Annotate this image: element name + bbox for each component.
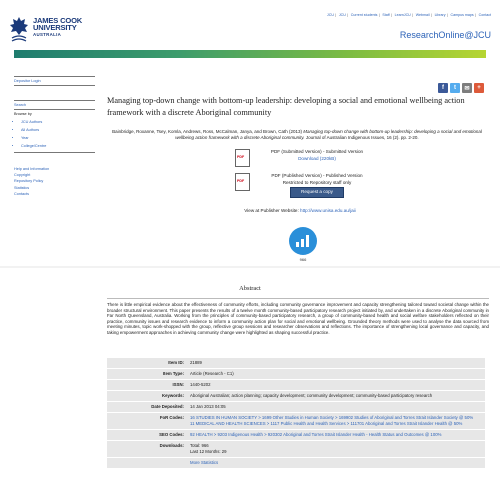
downloads-total: Total: 966 bbox=[190, 443, 209, 448]
for-code-link[interactable]: 11 MEDICAL AND HEALTH SCIENCES > 1117 Public Health and Health Services > 111701 Aboriginal and Torres Strait Islander Health @ 50% bbox=[190, 421, 463, 426]
date-deposited-value: 14 Jan 2013 04:05 bbox=[187, 402, 485, 412]
issn-value: 1440-5202 bbox=[187, 380, 485, 390]
jcu-logo[interactable] bbox=[9, 14, 84, 48]
metadata-table bbox=[107, 357, 485, 469]
item-type-value: Article (Research - C1) bbox=[187, 369, 485, 379]
topnav-current-students[interactable]: Current students bbox=[350, 13, 378, 17]
section-divider bbox=[0, 266, 500, 268]
date-deposited-label: Date Deposited: bbox=[107, 402, 187, 412]
restricted-note: Restricted to Repository staff only bbox=[282, 179, 352, 185]
for-code-link[interactable]: 16 STUDIES IN HUMAN SOCIETY > 1699 Other Studies in Human Society > 169902 Studies of Aboriginal and Torres Strait Islander Society @ 50% bbox=[190, 415, 474, 420]
topnav-campus-maps[interactable]: Campus maps bbox=[450, 13, 474, 17]
publisher-label: View at Publisher Website: bbox=[244, 208, 301, 213]
citation-authors: Bainbridge, Roxanne, Tsey, Komla, Andrews, Ross, McCalman, Janya, and Brown, Cath (2013) bbox=[112, 129, 304, 134]
topnav-learnjcu[interactable]: LearnJCU bbox=[394, 13, 411, 17]
seo-code-link[interactable]: 92 HEALTH > 9203 Indigenous Health > 920302 Aboriginal and Torres Strait Islander Health - Health Status and Outcomes @ 100% bbox=[190, 432, 442, 437]
statistics-link[interactable]: Statistics bbox=[14, 185, 30, 190]
citation bbox=[112, 129, 482, 140]
issn-label: ISSN: bbox=[107, 380, 187, 390]
facebook-icon[interactable]: f bbox=[438, 83, 448, 93]
browse-jcu-authors[interactable]: • JCU Authors bbox=[21, 120, 95, 124]
abstract-divider bbox=[107, 298, 489, 299]
publisher-line bbox=[112, 208, 488, 213]
topnav-jcu-secondary[interactable]: JCU bbox=[338, 13, 346, 17]
publisher-link[interactable]: http://www.unisa.edu.au/jaii bbox=[300, 208, 356, 213]
keywords-value: Aboriginal Australian; action planning; capacity development; community development; community-based participatory research bbox=[187, 391, 485, 401]
top-navigation: JCU | JCU | Current students | Staff | LearnJCU | Webmail | Library | Campus maps | Contact bbox=[326, 13, 491, 17]
repository-policy-link[interactable]: Repository Policy bbox=[14, 179, 44, 184]
document-label: PDF (Submitted Version) - Submitted Version bbox=[270, 149, 364, 154]
downloads-label: Downloads: bbox=[107, 441, 187, 457]
browse-college-centre[interactable]: • College/Centre bbox=[21, 144, 95, 148]
abstract-text: There is little empirical evidence about the effectiveness of community efforts, including community governance improvement and capacity strengthening tailored toward societal change within the broader structural environment. This paper presents the results of a twelve month community-based participatory research project initiated by, and undertaken in a discrete Aboriginal community in Far North Queensland, Australia. Working from the principles of community-based participatory research, a group of community-based health and social welfare stakeholders reflected on their practice, community issues and research evidence to inform a community action plan for social and emotional wellbeing. Grounded theory methods were used to analyse the data sourced from meeting minutes, topic work-shopped with the group, reflective group sessions and researcher observations and reflections. The importance of strengthening local governance and capacity, and taking empowerment approaches in achieving community change were highlighted as shaping successful practice. bbox=[107, 302, 489, 335]
table-row bbox=[107, 358, 485, 368]
citation-title: Managing top-down change with bottom-up leadership: developing a social and emotional wellbeing action framework with a discrete Aboriginal community. bbox=[175, 129, 482, 140]
sidebar bbox=[14, 74, 95, 198]
table-row bbox=[107, 430, 485, 440]
header-color-bar bbox=[14, 50, 486, 58]
document-label: PDF (Published Version) - Published Version bbox=[271, 173, 363, 178]
item-id-value: 21889 bbox=[187, 358, 485, 368]
sidebar-links bbox=[14, 167, 95, 196]
share-buttons bbox=[438, 83, 484, 93]
more-statistics-link[interactable]: More Statistics bbox=[190, 460, 219, 465]
table-row bbox=[107, 369, 485, 379]
downloads-recent: Last 12 Months: 29 bbox=[190, 449, 227, 454]
topnav-contact[interactable]: Contact bbox=[478, 13, 491, 17]
depositor-login-link[interactable]: Depositor Login bbox=[14, 79, 41, 83]
logo-text-line3: AUSTRALIA bbox=[33, 32, 62, 37]
browse-by-heading: Browse by bbox=[14, 112, 32, 116]
table-row bbox=[107, 380, 485, 390]
browse-list bbox=[21, 120, 95, 148]
item-id-label: Item ID: bbox=[107, 358, 187, 368]
jcu-crest-icon bbox=[9, 16, 29, 44]
citation-journal: Journal of Australian Indigenous Issues, 16 (2). pp. 2-20. bbox=[304, 134, 419, 140]
logo-text-line2: UNIVERSITY bbox=[33, 23, 77, 32]
for-codes-label: FoR Codes: bbox=[107, 413, 187, 429]
request-copy-button[interactable]: Request a copy bbox=[290, 187, 344, 198]
pdf-icon[interactable]: PDF bbox=[235, 149, 250, 167]
browse-year[interactable]: • Year bbox=[21, 136, 95, 140]
altmetric-count: 966 bbox=[299, 257, 307, 262]
topnav-staff[interactable]: Staff bbox=[382, 13, 390, 17]
site-brand[interactable]: ResearchOnline@JCU bbox=[399, 30, 491, 40]
copyright-link[interactable]: Copyright bbox=[14, 173, 31, 178]
topnav-webmail[interactable]: Webmail bbox=[415, 13, 430, 17]
add-icon[interactable]: + bbox=[474, 83, 484, 93]
email-icon[interactable]: ✉ bbox=[462, 83, 472, 93]
twitter-icon[interactable]: t bbox=[450, 83, 460, 93]
seo-codes-label: SEO Codes: bbox=[107, 430, 187, 440]
table-row bbox=[107, 413, 485, 429]
browse-all-authors[interactable]: • All Authors bbox=[21, 128, 95, 132]
help-link[interactable]: Help and Information bbox=[14, 167, 50, 171]
table-row bbox=[107, 402, 485, 412]
table-row bbox=[107, 458, 485, 468]
download-link[interactable]: Download (220kB) bbox=[298, 155, 336, 161]
search-link[interactable]: Search bbox=[14, 103, 27, 107]
abstract-heading: Abstract bbox=[239, 285, 261, 292]
table-row bbox=[107, 391, 485, 401]
altmetric-badge[interactable] bbox=[289, 227, 317, 255]
pdf-icon[interactable]: PDF bbox=[235, 173, 250, 191]
keywords-label: Keywords: bbox=[107, 391, 187, 401]
table-row bbox=[107, 441, 485, 457]
item-type-label: Item Type: bbox=[107, 369, 187, 379]
logo-text-line1: JAMES COOK bbox=[33, 16, 83, 25]
bar-chart-icon bbox=[295, 234, 311, 248]
topnav-jcu[interactable]: JCU bbox=[326, 13, 334, 17]
contacts-link[interactable]: Contacts bbox=[14, 191, 29, 196]
page-title: Managing top-down change with bottom-up leadership: developing a social and emotional wellbeing action framework with a discrete Aboriginal community bbox=[107, 96, 465, 117]
topnav-library[interactable]: Library bbox=[434, 13, 446, 17]
